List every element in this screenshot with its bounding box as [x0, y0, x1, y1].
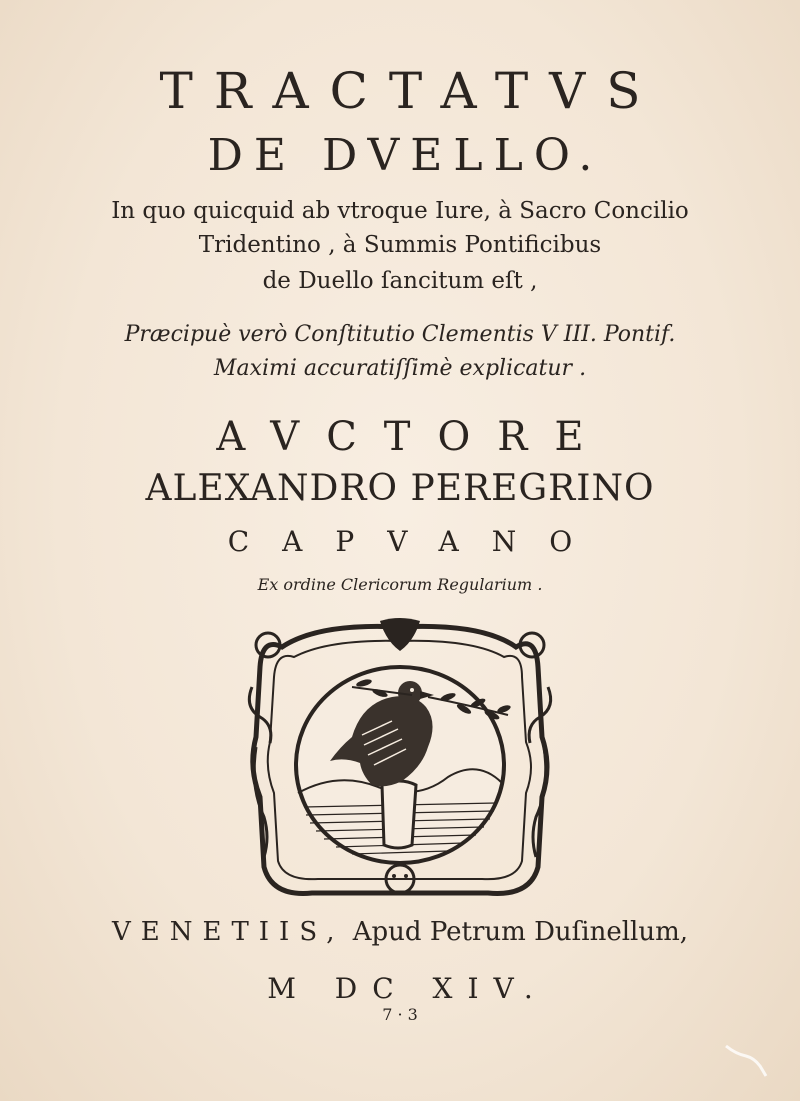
auctore-heading: AVCTORE: [216, 414, 611, 460]
italic-line-2: Maximi accuratiſſimè explicatur .: [213, 356, 587, 381]
description-line-3: de Duello ſancitum eſt ,: [262, 268, 538, 294]
italic-line-1: Præcipuè verò Conſtitutio Clementis V III. Pontif.: [124, 322, 676, 347]
author-origin: CAPVANO: [227, 525, 606, 558]
description-line-1: In quo quicquid ab vtroque Iure, à Sacro Concilio: [111, 198, 689, 224]
manuscript-note: 7 · 3: [382, 1005, 418, 1024]
imprint-line: [0, 917, 800, 947]
imprint-printer: Apud Petrum Duſinellum,: [344, 917, 689, 947]
title-tractatus: TRACTATVS: [159, 62, 662, 120]
author-name: ALEXANDRO PEREGRINO: [145, 468, 655, 509]
imprint-year: M DC XIV.: [267, 972, 548, 1005]
description-line-2: Tridentino , à Summis Pontificibus: [198, 232, 602, 258]
printers-device-icon: [242, 617, 558, 905]
corner-mark-icon: [722, 1040, 772, 1080]
religious-order-line: Ex ordine Clericorum Regularium .: [257, 575, 543, 594]
imprint-city: VENETIIS,: [111, 917, 345, 947]
title-de-duello: DE DVELLO.: [207, 130, 604, 181]
